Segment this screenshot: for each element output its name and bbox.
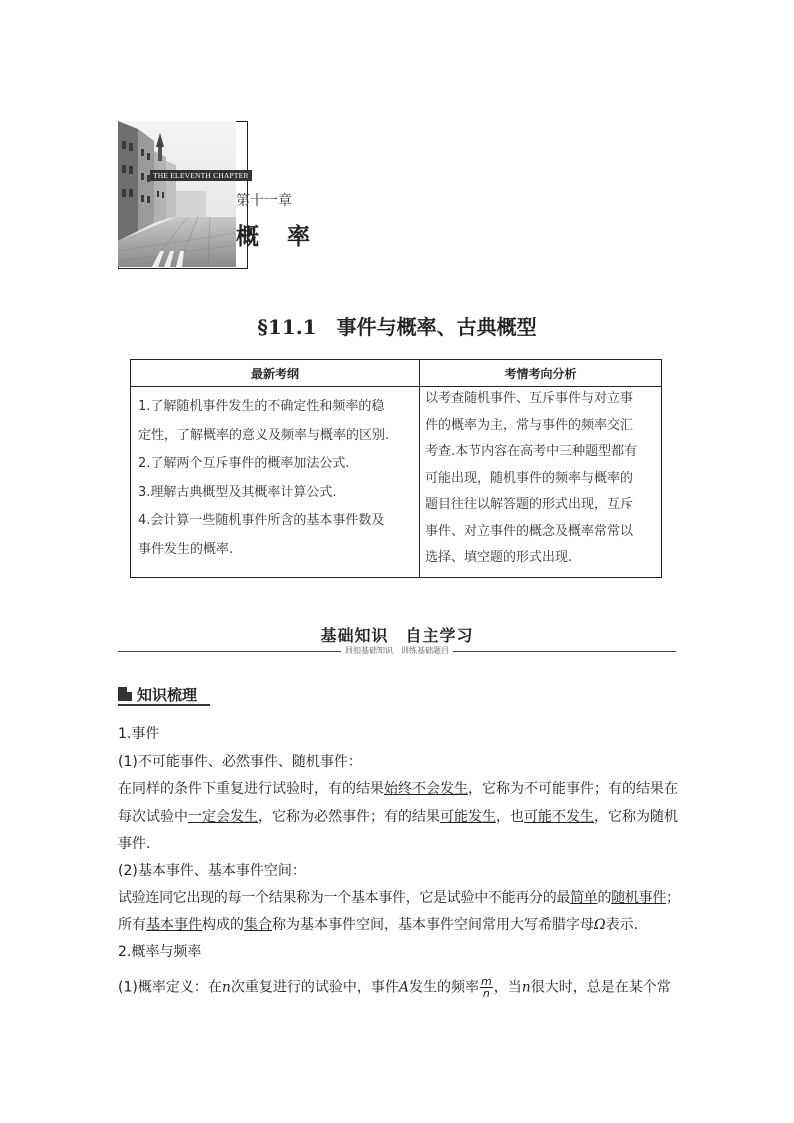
analysis-line: 考查.本节内容在高考中三种题型都有 <box>425 444 638 459</box>
analysis-line: 可能出现，随机事件的频率与概率的 <box>425 470 634 486</box>
subheading-event-types: (1)不可能事件、必然事件、随机事件： <box>118 754 362 770</box>
analysis-line: 事件、对立事件的概念及概率常常以 <box>425 523 634 539</box>
table-cell-syllabus <box>138 393 413 564</box>
knowledge-heading-label: 知识梳理 <box>137 685 198 704</box>
paragraph-line: 在同样的条件下重复进行试验时，有的结果始终不会发生，它称为不可能事件；有的结果在 <box>118 781 678 797</box>
square-bullet-icon <box>118 687 132 701</box>
analysis-line: 以考查随机事件、互斥事件与对立事 <box>425 391 634 406</box>
chapter-english-label: THE ELEVENTH CHAPTER <box>150 170 252 181</box>
table-cell-analysis <box>425 386 657 572</box>
banner-subtitle <box>0 645 794 656</box>
heading-probability-frequency: 2.概率与频率 <box>118 944 202 960</box>
chapter-number: 第十一章 <box>236 193 292 209</box>
syllabus-line: 4.会计算一些随机事件所含的基本事件数及 <box>138 513 385 528</box>
paragraph-line: 试验连同它出现的每一个结果称为一个基本事件，它是试验中不能再分的最简单的随机事件； <box>118 890 680 906</box>
syllabus-line: 2.了解两个互斥事件的概率加法公式. <box>138 456 350 471</box>
paragraph-line: (1)概率定义：在n次重复进行的试验中，事件A发生的频率 $\frac{m}{n}$ ，当n很大时，总是在某个常 <box>118 975 671 1000</box>
paragraph-line: 所有基本事件构成的集合称为基本事件空间，基本事件空间常用大写希腊字母Ω表示. <box>118 917 639 933</box>
syllabus-line: 事件发生的概率. <box>138 541 234 557</box>
syllabus-line: 1.了解随机事件发生的不确定性和频率的稳 <box>138 399 385 414</box>
knowledge-heading <box>118 683 197 705</box>
table-header-left: 最新考纲 <box>250 367 299 381</box>
subheading-basic-events: (2)基本事件、基本事件空间： <box>118 863 306 879</box>
paragraph-line: 每次试验中一定会发生，它称为必然事件；有的结果可能发生，也可能不发生，它称为随机 <box>118 809 678 825</box>
analysis-line: 题目往往以解答题的形式出现，互斥 <box>425 497 634 512</box>
outline-table <box>130 359 662 578</box>
chapter-title: 概 率 <box>236 224 321 250</box>
banner-subtitle-text: 回扣基础知识 训练基础题目 <box>341 646 453 655</box>
syllabus-line: 3.理解古典概型及其概率计算公式. <box>138 484 337 500</box>
banner-title: 基础知识 自主学习 <box>320 626 474 645</box>
knowledge-heading-underline <box>118 704 210 706</box>
frequency-fraction: $\frac{m}{n}$ <box>481 975 492 1000</box>
table-header-right: 考情考向分析 <box>504 367 577 381</box>
syllabus-line: 定性，了解概率的意义及频率与概率的区别. <box>138 427 390 443</box>
section-title: §11.1 事件与概率、古典概型 <box>257 315 537 339</box>
analysis-line: 选择、填空题的形式出现. <box>425 550 573 565</box>
table-column-divider <box>419 360 420 577</box>
paragraph-line: 事件. <box>118 836 151 852</box>
analysis-line: 件的概率为主，常与事件的频率交汇 <box>425 417 634 433</box>
heading-events: 1.事件 <box>118 726 160 742</box>
chapter-street-photo <box>118 121 236 267</box>
